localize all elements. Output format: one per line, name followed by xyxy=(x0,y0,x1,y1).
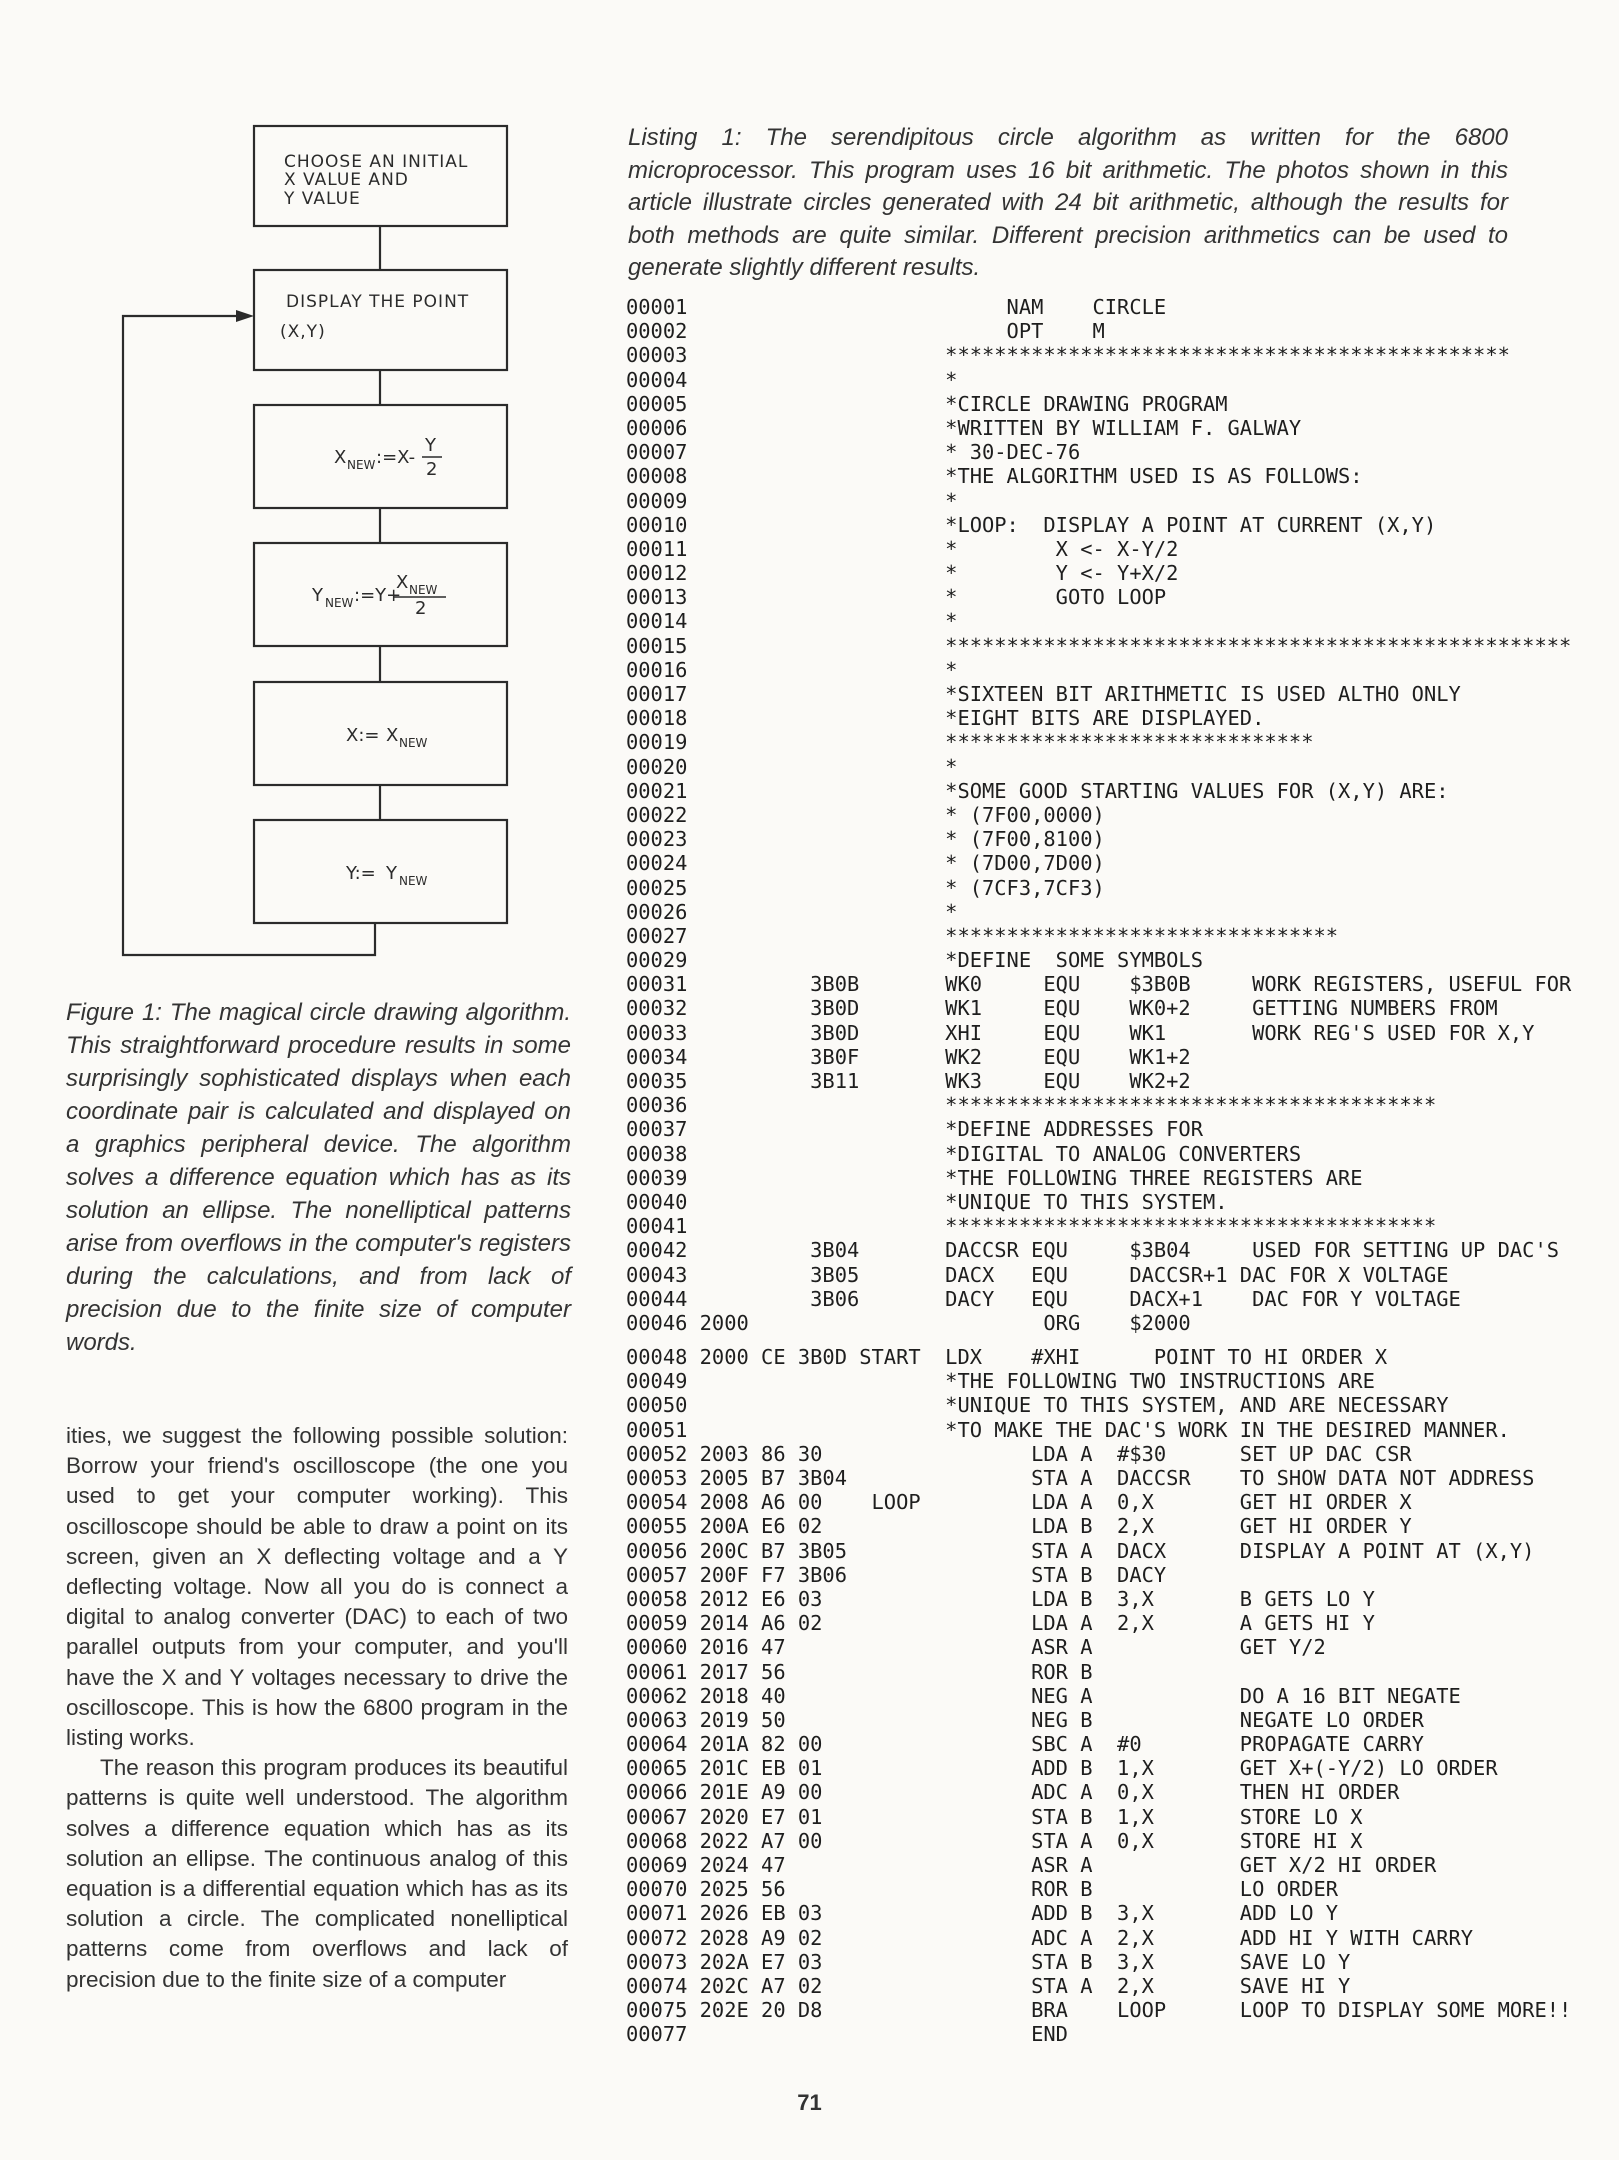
code-line: 00025 * (7CF3,7CF3) xyxy=(626,875,1105,900)
code-line: 00037 *DEFINE ADDRESSES FOR xyxy=(626,1117,1203,1142)
box5-lhs: X:= xyxy=(346,725,380,746)
code-line: 00049 *THE FOLLOWING TWO INSTRUCTIONS ARE xyxy=(626,1369,1375,1394)
code-line: 00061 2017 56 ROR B xyxy=(626,1659,1093,1684)
code-line: 00053 2005 B7 3B04 STA A DACCSR TO SHOW DATA NOT ADDRESS xyxy=(626,1466,1535,1490)
box3-num: Y xyxy=(425,435,436,456)
listing-caption: Listing 1: The serendipitous circle algorithm as written for the 6800 microprocessor. This program uses 16 bit arithmetic. The photos shown in this article illustrate circles generated with 24 bit arithmetic, although the results for both methods are quite similar. Different precision arithmetics can be used to generate slightly different results. xyxy=(628,124,1508,281)
code-line: 00066 201E A9 00 ADC A 0,X THEN HI ORDER xyxy=(626,1780,1400,1805)
code-line: 00027 ******************************** xyxy=(626,923,1339,948)
box4-num-sub: NEW xyxy=(409,583,438,597)
box4-lhs-sub: NEW xyxy=(325,596,354,610)
code-line: 00031 3B0B WK0 EQU $3B0B WORK REGISTERS, USEFUL FOR xyxy=(626,972,1572,997)
box3-op: :=X- xyxy=(376,447,416,468)
box6-rhs: Y xyxy=(386,863,397,884)
flowchart-box-y-assign xyxy=(254,820,507,923)
code-line: 00074 202C A7 02 STA A 2,X SAVE HI Y xyxy=(626,1973,1351,1998)
code-listing xyxy=(626,295,1586,2047)
code-line: 00003 ********************************************** xyxy=(626,343,1510,368)
code-line: 00075 202E 20 D8 BRA LOOP LOOP TO DISPLAY SOME MORE!! xyxy=(626,1998,1572,2023)
flowchart-box-x-assign xyxy=(254,682,507,785)
code-line: 00012 * Y <- Y+X/2 xyxy=(626,561,1179,586)
code-line: 00048 2000 CE 3B0D START LDX #XHI POINT TO HI ORDER X xyxy=(626,1345,1388,1370)
code-line: 00019 ****************************** xyxy=(626,730,1314,755)
code-line: 00001 NAM CIRCLE xyxy=(626,295,1167,319)
box2-line2: (X,Y) xyxy=(280,322,326,342)
code-line: 00006 *WRITTEN BY WILLIAM F. GALWAY xyxy=(626,415,1302,440)
page-number: 71 xyxy=(797,2090,822,2115)
code-line: 00065 201C EB 01 ADD B 1,X GET X+(-Y/2) LO ORDER xyxy=(626,1756,1498,1781)
code-line: 00034 3B0F WK2 EQU WK1+2 xyxy=(626,1044,1191,1069)
code-line: 00018 *EIGHT BITS ARE DISPLAYED. xyxy=(626,706,1265,731)
code-line: 00038 *DIGITAL TO ANALOG CONVERTERS xyxy=(626,1141,1302,1166)
code-line: 00024 * (7D00,7D00) xyxy=(626,851,1105,876)
box1-line1: CHOOSE AN INITIAL xyxy=(284,152,469,172)
box6-rhs-sub: NEW xyxy=(399,874,428,888)
code-line: 00023 * (7F00,8100) xyxy=(626,827,1105,852)
code-line: 00032 3B0D WK1 EQU WK0+2 GETTING NUMBERS FROM xyxy=(626,996,1498,1021)
code-line: 00021 *SOME GOOD STARTING VALUES FOR (X,Y) ARE: xyxy=(626,778,1449,803)
code-line: 00056 200C B7 3B05 STA A DACX DISPLAY A POINT AT (X,Y) xyxy=(626,1538,1535,1563)
code-line: 00060 2016 47 ASR A GET Y/2 xyxy=(626,1635,1326,1660)
box3-den: 2 xyxy=(426,459,438,480)
code-line: 00070 2025 56 ROR B LO ORDER xyxy=(626,1877,1339,1902)
code-line: 00051 *TO MAKE THE DAC'S WORK IN THE DESIRED MANNER. xyxy=(626,1417,1510,1442)
code-line: 00052 2003 86 30 LDA A #$30 SET UP DAC CSR xyxy=(626,1441,1412,1466)
box4-lhs: Y xyxy=(312,585,323,606)
code-line: 00040 *UNIQUE TO THIS SYSTEM. xyxy=(626,1189,1228,1214)
code-line: 00016 * xyxy=(626,657,958,682)
code-line: 00042 3B04 DACCSR EQU $3B04 USED FOR SETTING UP DAC'S xyxy=(626,1238,1559,1263)
code-line: 00004 * xyxy=(626,367,958,392)
code-line: 00068 2022 A7 00 STA A 0,X STORE HI X xyxy=(626,1828,1363,1853)
code-line: 00039 *THE FOLLOWING THREE REGISTERS ARE xyxy=(626,1165,1363,1190)
code-line: 00010 *LOOP: DISPLAY A POINT AT CURRENT (X,Y) xyxy=(626,512,1437,537)
code-line: 00057 200F F7 3B06 STA B DACY xyxy=(626,1562,1167,1587)
body-text xyxy=(66,1421,568,1995)
code-line: 00067 2020 E7 01 STA B 1,X STORE LO X xyxy=(626,1804,1363,1829)
code-line: 00029 *DEFINE SOME SYMBOLS xyxy=(626,948,1203,973)
code-line: 00041 **************************************** xyxy=(626,1214,1437,1239)
code-line: 00002 OPT M xyxy=(626,319,1105,344)
code-line: 00054 2008 A6 00 LOOP LDA A 0,X GET HI ORDER X xyxy=(626,1490,1412,1515)
code-line: 00069 2024 47 ASR A GET X/2 HI ORDER xyxy=(626,1853,1437,1877)
body-paragraph: ities, we suggest the following possible solution: Borrow your friend's oscilloscope (the one you used to get your computer working). This oscilloscope should be able to draw a point on its screen, given an X deflecting voltage and a Y deflecting voltage. Now all you do is connect a digital to analog converter (DAC) to each of two parallel outputs from your computer, and you'll have the X and Y voltages necessary to drive the oscilloscope. This is how the 6800 program in the listing works. xyxy=(66,1423,568,1751)
box2-line1: DISPLAY THE POINT xyxy=(286,292,470,312)
box5-rhs: X xyxy=(386,725,399,746)
code-line: 00005 *CIRCLE DRAWING PROGRAM xyxy=(626,391,1228,416)
code-line: 00072 2028 A9 02 ADC A 2,X ADD HI Y WITH CARRY xyxy=(626,1925,1474,1950)
figure-caption: Figure 1: The magical circle drawing algorithm. This straightforward procedure results in some surprisingly sophisticated displays when each coordinate pair is calculated and displayed on a graphics peripheral device. The algorithm solves a difference equation which has as its solution an ellipse. The nonelliptical patterns arise from overflows in the computer's registers during the calculations, and from lack of precision due to the finite size of computer words. xyxy=(66,999,571,1356)
code-line: 00007 * 30-DEC-76 xyxy=(626,440,1081,465)
code-line: 00013 * GOTO LOOP xyxy=(626,585,1167,610)
code-line: 00009 * xyxy=(626,488,958,513)
box6-lhs: Y:= xyxy=(346,863,376,884)
code-line: 00036 **************************************** xyxy=(626,1093,1437,1118)
code-line: 00035 3B11 WK3 EQU WK2+2 xyxy=(626,1069,1191,1093)
code-line: 00058 2012 E6 03 LDA B 3,X B GETS LO Y xyxy=(626,1586,1375,1611)
body-paragraph: The reason this program produces its beautiful patterns is quite well understood. The algorithm solves a difference equation which has as its solution an ellipse. The continuous analog of this equation is a differential equation which has as its solution a circle. The complicated nonelliptical patterns come from overflows and lack of precision due to the finite size of a computer xyxy=(66,1755,568,1992)
flowchart xyxy=(0,0,600,980)
code-line: 00062 2018 40 NEG A DO A 16 BIT NEGATE xyxy=(626,1683,1461,1708)
flowchart-box-display-point xyxy=(254,270,507,370)
code-line: 00059 2014 A6 02 LDA A 2,X A GETS HI Y xyxy=(626,1611,1375,1636)
code-line: 00077 END xyxy=(626,2022,1068,2047)
code-line xyxy=(626,1335,1586,1345)
code-line: 00020 * xyxy=(626,754,958,779)
code-line: 00014 * xyxy=(626,609,958,634)
code-line: 00073 202A E7 03 STA B 3,X SAVE LO Y xyxy=(626,1949,1351,1974)
box4-op: :=Y+ xyxy=(354,585,402,606)
code-line: 00008 *THE ALGORITHM USED IS AS FOLLOWS: xyxy=(626,464,1363,489)
box3-lhs: X xyxy=(334,447,347,468)
code-line: 00022 * (7F00,0000) xyxy=(626,802,1105,827)
box3-lhs-sub: NEW xyxy=(347,458,376,472)
code-line: 00050 *UNIQUE TO THIS SYSTEM, AND ARE NECESSARY xyxy=(626,1393,1449,1418)
box4-num: X xyxy=(396,572,409,593)
code-line: 00071 2026 EB 03 ADD B 3,X ADD LO Y xyxy=(626,1901,1339,1926)
code-line: 00026 * xyxy=(626,899,958,924)
box4-den: 2 xyxy=(415,598,427,619)
loop-back-line xyxy=(123,316,375,955)
code-line: 00055 200A E6 02 LDA B 2,X GET HI ORDER Y xyxy=(626,1514,1412,1539)
code-line: 00046 2000 ORG $2000 xyxy=(626,1310,1191,1335)
box1-line3: Y VALUE xyxy=(284,189,361,209)
code-line: 00017 *SIXTEEN BIT ARITHMETIC IS USED ALTHO ONLY xyxy=(626,682,1461,706)
code-line: 00044 3B06 DACY EQU DACX+1 DAC FOR Y VOLTAGE xyxy=(626,1286,1461,1311)
code-line: 00064 201A 82 00 SBC A #0 PROPAGATE CARRY xyxy=(626,1732,1424,1757)
code-line: 00043 3B05 DACX EQU DACCSR+1 DAC FOR X VOLTAGE xyxy=(626,1262,1449,1287)
box5-rhs-sub: NEW xyxy=(399,736,428,750)
code-line: 00011 * X <- X-Y/2 xyxy=(626,536,1179,561)
code-line: 00033 3B0D XHI EQU WK1 WORK REG'S USED FOR X,Y xyxy=(626,1020,1535,1045)
code-line: 00063 2019 50 NEG B NEGATE LO ORDER xyxy=(626,1707,1424,1732)
code-line: 00015 *************************************************** xyxy=(626,633,1572,658)
box1-line2: X VALUE AND xyxy=(284,170,409,190)
loop-arrow-head xyxy=(236,310,254,322)
